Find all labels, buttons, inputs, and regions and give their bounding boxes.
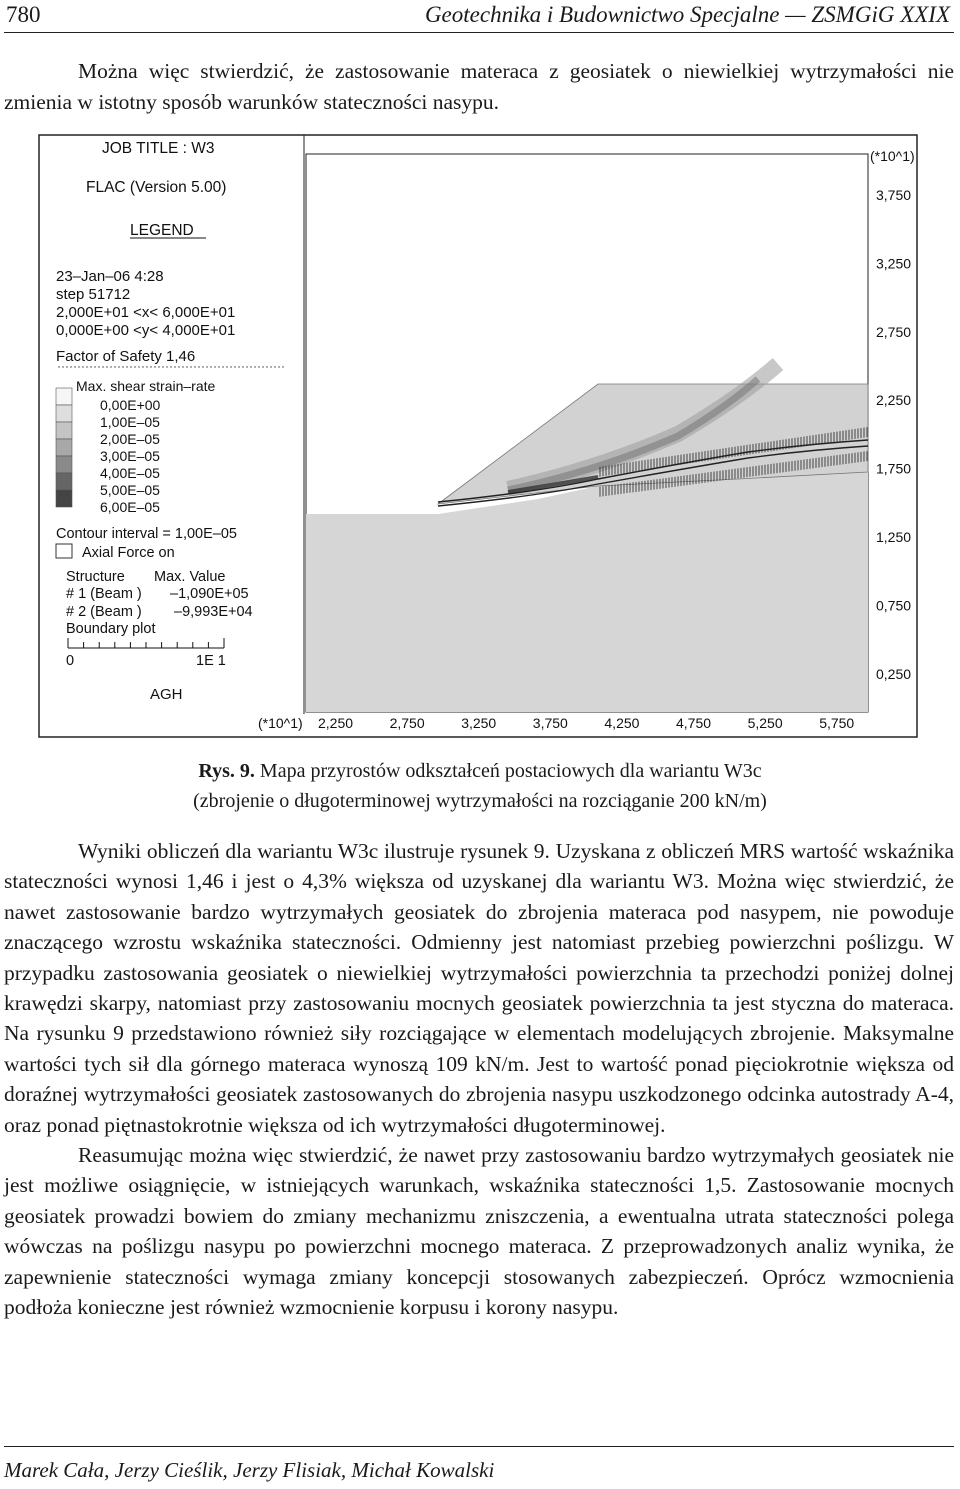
strain-level-label: 1,00E–05 — [100, 414, 160, 430]
strain-swatch — [56, 456, 72, 473]
journal-title: Geotechnika i Budownictwo Specjalne — ZSMGiG XXIX — [424, 2, 950, 27]
caption-line1: Mapa przyrostów odkształceń postaciowych dla wariantu W3c — [259, 760, 762, 782]
strain-level-label: 2,00E–05 — [100, 431, 160, 447]
contour-interval: Contour interval = 1,00E–05 — [56, 526, 237, 542]
info-line: 2,000E+01 <x< 6,000E+01 — [56, 304, 236, 321]
strain-swatch — [56, 490, 72, 507]
strain-level-label: 6,00E–05 — [100, 499, 160, 515]
figure-caption — [0, 756, 960, 816]
x-tick-label: 3,750 — [532, 715, 568, 731]
footer-rule — [4, 1446, 954, 1447]
flac-plot — [38, 134, 918, 738]
y-tick-label: 3,750 — [876, 187, 912, 203]
axial-force-label: Axial Force on — [82, 545, 175, 561]
y-tick-label: 3,250 — [876, 255, 912, 272]
strain-swatch — [56, 422, 72, 439]
legend-title: LEGEND — [130, 222, 194, 239]
body-text — [4, 836, 954, 1323]
strain-title: Max. shear strain–rate — [76, 378, 216, 394]
x-tick-label: 2,250 — [318, 715, 354, 731]
page-header — [4, 2, 954, 33]
y-tick-label: 0,750 — [876, 597, 912, 614]
info-line: 0,000E+00 <y< 4,000E+01 — [56, 322, 236, 339]
intro-paragraph — [4, 56, 954, 118]
structure-name: # 2 (Beam ) — [66, 604, 142, 620]
boundary-plot: Boundary plot — [66, 621, 156, 637]
x-tick-label: 2,750 — [389, 715, 425, 731]
agh-label: AGH — [150, 686, 183, 703]
x-tick-label: 5,250 — [747, 715, 783, 731]
caption-line2: (zbrojenie o długoterminowej wytrzymałości na rozciąganie 200 kN/m) — [193, 790, 767, 812]
factor-of-safety: Factor of Safety 1,46 — [56, 348, 196, 365]
y-tick-label: 2,750 — [876, 323, 912, 340]
job-title: JOB TITLE : W3 — [102, 140, 215, 157]
x-multiplier: (*10^1) — [258, 715, 303, 731]
structure-value: –1,090E+05 — [170, 586, 249, 602]
flac-figure — [38, 134, 918, 738]
strain-level-label: 5,00E–05 — [100, 482, 160, 498]
strain-level-label: 3,00E–05 — [100, 448, 160, 464]
y-tick-label: 0,250 — [876, 665, 912, 682]
y-tick-label: 1,250 — [876, 529, 912, 545]
strain-swatch — [56, 439, 72, 456]
x-tick-label: 4,250 — [604, 715, 640, 731]
strain-level-label: 4,00E–05 — [100, 465, 160, 481]
structure-header: Structure — [66, 569, 125, 585]
caption-label: Rys. 9. — [198, 760, 255, 782]
axial-force-swatch — [56, 544, 72, 558]
intro-text: Można więc stwierdzić, że zastosowanie materaca z geosiatek o niewielkiej wytrzymałości nie zmienia w istotny sposób warunków stateczności nasypu. — [4, 59, 954, 114]
scale-start: 0 — [66, 653, 75, 669]
info-line: 23–Jan–06 4:28 — [56, 268, 164, 285]
structure-value: –9,993E+04 — [174, 604, 253, 620]
info-line: step 51712 — [56, 286, 131, 303]
page-number: 780 — [6, 2, 41, 27]
x-tick-label: 4,750 — [676, 715, 712, 731]
program-name: FLAC (Version 5.00) — [86, 179, 227, 196]
x-tick-label: 3,250 — [461, 715, 497, 731]
scale-end: 1E 1 — [196, 653, 226, 669]
y-tick-label: 1,750 — [876, 460, 912, 477]
maxvalue-header: Max. Value — [154, 569, 226, 585]
y-tick-label: 2,250 — [876, 392, 912, 409]
structure-name: # 1 (Beam ) — [66, 586, 142, 602]
strain-legend — [56, 388, 161, 515]
body-paragraph: Reasumując można więc stwierdzić, że nawet przy zastosowaniu bardzo wytrzymałych geosiatek nie jest możliwe osiągnięcie, w istniejących warunkach, wskaźnika stateczności 1,5. Zastosowanie mocnych geosiatek prowadzi bowiem do zmiany mechanizmu zniszczenia, a ewentualna utrata stateczności polega wówczas na poślizgu nasypu po powierzchni mocnego materaca. Z przeprowadzonych analiz wynika, że zapewnienie stateczności wymaga zmiany koncepcji stosowanych zabezpieczeń. Oprócz wzmocnienia podłoża konieczne jest również wzmocnienie korpusu i korony nasypu. — [4, 1143, 954, 1320]
body-paragraph: Wyniki obliczeń dla wariantu W3c ilustruje rysunek 9. Uzyskana z obliczeń MRS wartość wskaźnika stateczności wynosi 1,46 i jest o 4,3% większa od uzyskanej dla wariantu W3. Można więc stwierdzić, że nawet zastosowanie bardzo wytrzymałych geosiatek do zbrojenia materaca pod nasypem, nie powoduje znaczącego wzrostu wskaźnika stateczności. Odmienny jest natomiast przebieg powierzchni poślizgu. W przypadku zastosowania geosiatek o niewielkiej wytrzymałości powierzchnia ta przechodzi poniżej dolnej krawędzi skarpy, natomiast przy zastosowaniu mocnych geosiatek powierzchnia ta jest styczna do materaca. Na rysunku 9 przedstawiono również siły rozciągające w elementach modelujących zbrojenie. Maksymalne wartości tych sił dla górnego materaca wynoszą 109 kN/m. Jest to wartość ponad pięciokrotnie większa od doraźnej wytrzymałości geosiatek zastosowanych do zbrojenia nasypu uszkodzonego odcinka autostrady A-4, oraz ponad piętnastokrotnie większa od ich wytrzymałości długoterminowej. — [4, 839, 954, 1137]
strain-swatch — [56, 473, 72, 490]
authors: Marek Cała, Jerzy Cieślik, Jerzy Flisiak, Michał Kowalski — [4, 1458, 495, 1482]
strain-swatch — [56, 388, 72, 405]
y-multiplier: (*10^1) — [870, 148, 915, 164]
x-tick-label: 5,750 — [819, 715, 855, 731]
strain-swatch — [56, 405, 72, 422]
strain-level-label: 0,00E+00 — [100, 397, 161, 413]
